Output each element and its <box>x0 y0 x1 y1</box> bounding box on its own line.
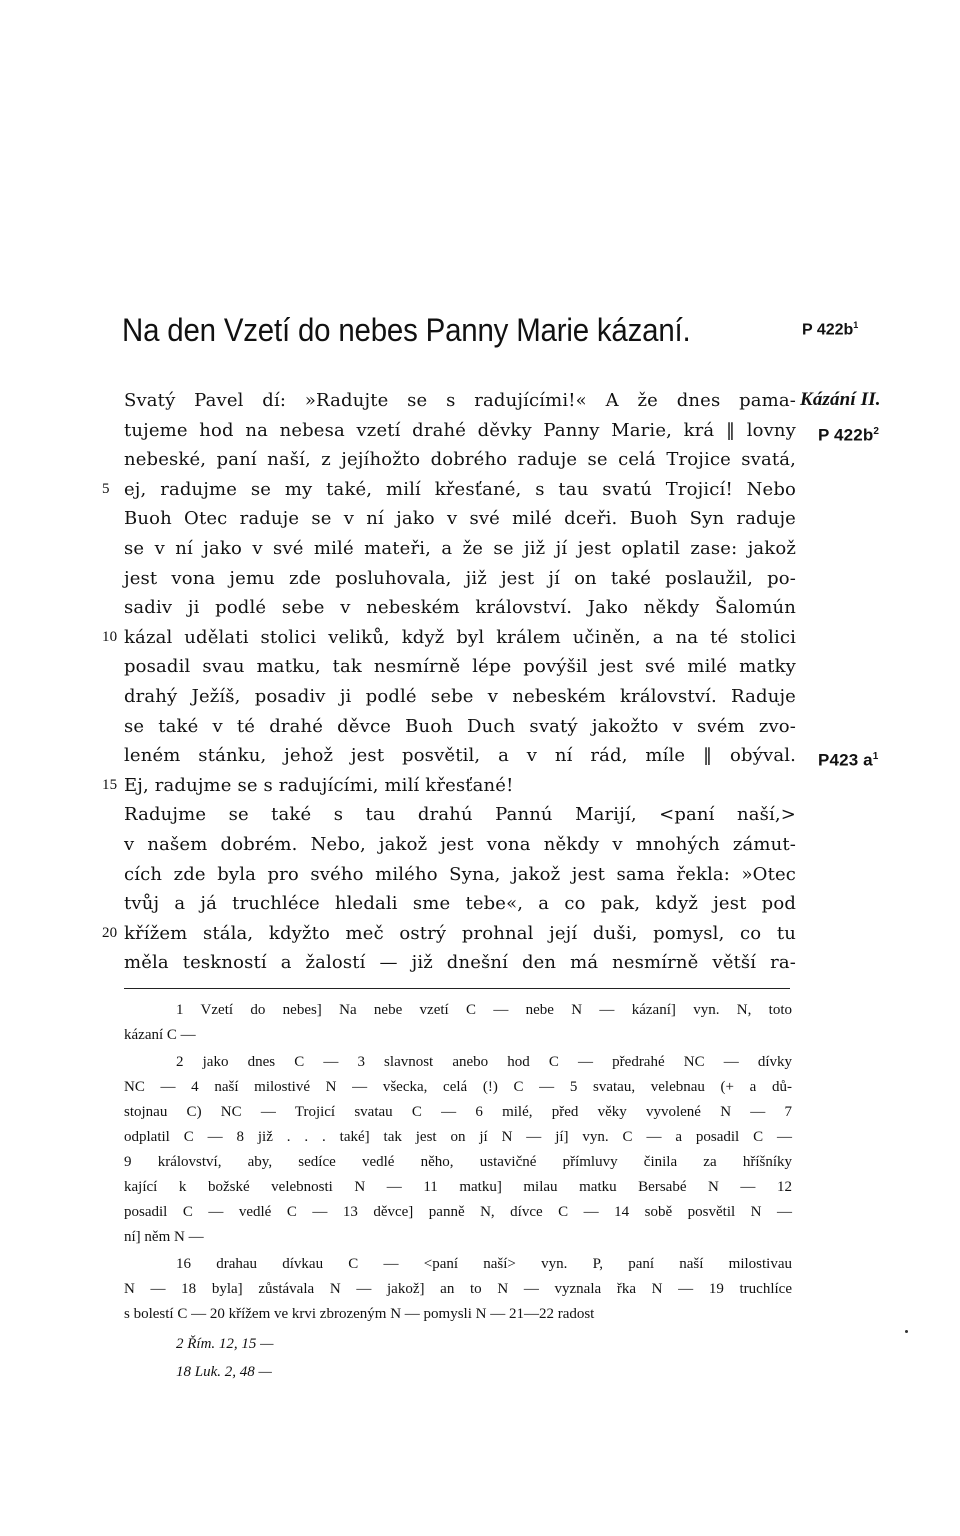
line-text: nebeské, paní naší, z jejíhožto dobrého raduje se celá Trojice svatá, <box>124 449 796 471</box>
main-text <box>102 386 881 978</box>
footnote-line: posadil C — vedlé C — 13 děvce] panně N, dívce C — 14 sobě posvětil N — <box>124 1204 792 1220</box>
footnote-block <box>124 1050 792 1250</box>
footnote-line: 2 jako dnes C — 3 slavnost anebo hod C — předrahé NC — dívky <box>176 1054 792 1070</box>
manuscript-ref-label: P 422b <box>802 321 854 339</box>
line-number: 15 <box>102 776 118 793</box>
line-text: sadiv ji podlé sebe v nebeském království. Jako někdy Šalomún <box>124 597 796 619</box>
margin-reference: P423 $a^1$ <box>818 750 879 770</box>
page-title: Na den Vzetí do nebes Panny Marie kázaní. <box>122 312 691 348</box>
line-text: jest vona jemu zde posluhovala, již jest jí on také poslaužil, po- <box>124 567 796 589</box>
margin-reference-sup: 1 <box>872 751 879 763</box>
text-line <box>124 564 796 594</box>
text-line <box>124 445 796 475</box>
footnote-divider <box>124 988 790 989</box>
text-line <box>102 475 796 505</box>
scripture-reference: 18 Luk. 2, 48 — <box>176 1364 272 1380</box>
footnote-line: NC — 4 naší milostivé N — všecka, celá (!) C — 5 svatau, velebnau (+ a dů- <box>124 1079 792 1095</box>
text-line <box>124 416 880 446</box>
footnote-line: N — 18 byla] zůstávala N — jakož] an to N — vyznala řka N — 19 truchlíce <box>124 1281 792 1297</box>
critical-apparatus <box>124 998 792 1329</box>
line-text: křížem stála, kdyžto meč ostrý prohnal její duši, pomysl, co tu <box>124 922 796 944</box>
line-text: kázal udělati stolici veliků, když byl králem učiněn, a na té stolici <box>124 626 796 648</box>
footnote-block <box>124 1252 792 1327</box>
line-text: v našem dobrém. Nebo, jakož jest vona někdy v mnohých zámut- <box>124 833 796 855</box>
text-line <box>124 860 796 890</box>
scripture-reference: 2 Řím. 12, 15 — <box>176 1336 274 1352</box>
line-text: ej, radujme se my také, milí křesťané, s tau svatú Trojicí! Nebo <box>124 478 796 500</box>
scripture-references <box>176 1330 274 1386</box>
line-text: měla teskností a žalostí — již dnešní den má nesmírně větší ra- <box>124 952 796 974</box>
footnote-line: s bolestí C — 20 křížem ve krvi zbrozeným N — pomysli N — 21—22 radost <box>124 1306 595 1322</box>
text-line <box>124 504 796 534</box>
line-text: Buoh Otec raduje se v ní jako v své milé dceři. Buoh Syn raduje <box>124 508 796 530</box>
footnote-line: kázaní C — <box>124 1027 196 1043</box>
line-number: 10 <box>102 628 118 645</box>
footnote-line: odplatil C — 8 již . . . také] tak jest on jí N — jí] vyn. C — a posadil C — <box>124 1129 792 1145</box>
text-line <box>124 534 796 564</box>
margin-reference: Kázání II. <box>800 389 881 410</box>
line-text: tujeme hod na nebesa vzetí drahé děvky Panny Marie, krá ‖ lovny <box>124 419 796 441</box>
margin-reference: P $422b^2$ <box>818 425 880 445</box>
line-number: 5 <box>102 480 110 497</box>
manuscript-ref-title <box>802 320 858 339</box>
line-text: leném stánku, jehož jest posvětil, a v ní rád, míle ‖ obýval. <box>124 745 796 767</box>
line-text: Radujme se také s tau drahú Pannú Marijí, <paní naší,> <box>124 804 796 826</box>
page-speck <box>905 1330 908 1333</box>
text-line <box>124 948 796 978</box>
line-text: Svatý Pavel dí: »Radujte se s radujícími!« A že dnes pama- <box>124 390 796 411</box>
text-line <box>124 830 796 860</box>
line-text: drahý Ježíš, posadiv ji podlé sebe v nebeském království. Raduje <box>124 685 796 707</box>
footnote-line: 1 Vzetí do nebes] Na nebe vzetí C — nebe N — kázaní] vyn. N, toto <box>176 1002 792 1018</box>
margin-reference-sup: 2 <box>873 425 880 437</box>
text-line <box>124 800 796 830</box>
text-line <box>124 741 879 771</box>
text-line <box>124 593 796 623</box>
line-number: 20 <box>102 924 118 941</box>
manuscript-ref-sup: 1 <box>853 320 859 330</box>
line-text: se v ní jako v své milé mateři, a že se již jí jest oplatil zase: jakož <box>124 537 796 559</box>
text-line <box>102 771 796 801</box>
footnote-line: kající k božské velebnosti N — 11 matku] milau matku Bersabé N — 12 <box>124 1179 792 1195</box>
heading-row <box>122 308 942 352</box>
text-line <box>124 889 796 919</box>
text-line <box>124 652 796 682</box>
text-line <box>102 623 796 653</box>
footnote-line: stojnau C) NC — Trojicí svatau C — 6 milé, před věky vyvolené N — 7 <box>124 1104 792 1120</box>
text-line <box>102 919 796 949</box>
line-text: posadil svau matku, tak nesmírně lépe povýšil jest své milé matky <box>124 656 796 678</box>
footnote-line: 16 drahau dívkau C — <paní naší> vyn. P, paní naší milostivau <box>176 1256 792 1272</box>
footnote-line: 9 království, aby, sedíce vedlé něho, ustavičné přímluvy činila za hříšníky <box>124 1154 792 1170</box>
line-text: se také v té drahé děvce Buoh Duch svatý jakožto v svém zvo- <box>124 715 796 737</box>
text-line <box>124 386 881 416</box>
footnote-line: ní] něm N — <box>124 1229 204 1245</box>
text-line <box>124 682 796 712</box>
footnote-block <box>124 998 792 1048</box>
text-line <box>124 712 796 742</box>
line-text: tvůj a já truchléce hledali sme tebe«, a co pak, když jest pod <box>124 893 796 915</box>
line-text: cích zde byla pro svého milého Syna, jakož jest sama řekla: »Otec <box>124 863 796 885</box>
line-text: Ej, radujme se s radujícími, milí křesťané! <box>124 774 514 796</box>
